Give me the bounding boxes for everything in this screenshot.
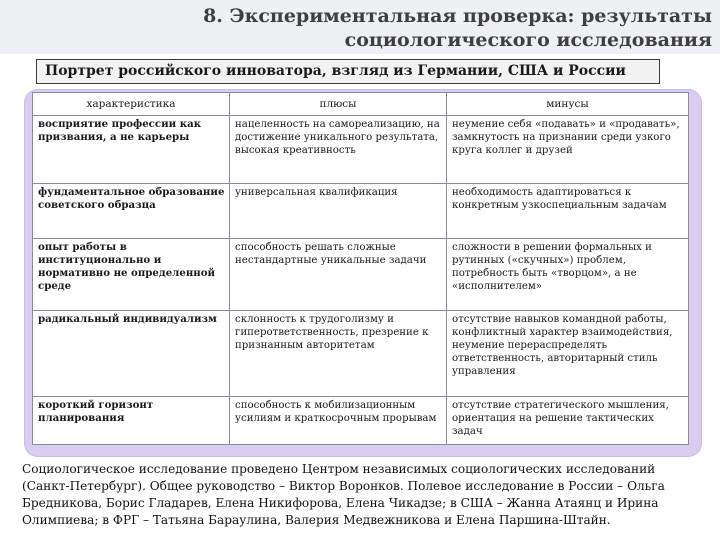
cell-characteristic: фундаментальное образование советского образца (33, 184, 230, 239)
table-row (33, 239, 689, 311)
cell-pros: способность решать сложные нестандартные уникальные задачи (230, 239, 447, 311)
cell-cons: неумение себя «подавать» и «продавать», замкнутость на признании среди узкого круга коллег и друзей (447, 116, 689, 184)
cell-characteristic: короткий горизонт планирования (33, 397, 230, 445)
slide-subtitle: Портрет российского инноватора, взгляд из Германии, США и России (36, 59, 660, 84)
title-band (0, 0, 720, 54)
table-header-row (33, 93, 689, 116)
table-row (33, 184, 689, 239)
cell-pros: склонность к трудоголизму и гиперответственность, презрение к признанным авторитетам (230, 311, 447, 397)
table-row (33, 116, 689, 184)
table-row (33, 311, 689, 397)
innovator-portrait-table (32, 92, 689, 445)
research-credits-note: Социологическое исследование проведено Центром независимых социологических исследований (Санкт-Петербург). Общее руководство – Виктор Воронков. Полевое исследование в России – Ольга Бредникова, Борис Гладарев, Елена Никифорова, Елена Чикадзе; в США – Жанна Атаянц и Ирина Олимпиева; в ФРГ – Татьяна Бараулина, Валерия Медвежникова и Елена Паршина-Штайн. (22, 462, 665, 527)
table-row (33, 397, 689, 445)
header-pros: плюсы (230, 93, 447, 116)
slide-title-line-1: 8. Экспериментальная проверка: результаты (203, 5, 712, 27)
cell-cons: сложности в решении формальных и рутинных («скучных») проблем, потребность быть «творцом», а не «исполнителем» (447, 239, 689, 311)
header-characteristic: характеристика (33, 93, 230, 116)
cell-characteristic: восприятие профессии как призвания, а не карьеры (33, 116, 230, 184)
cell-pros: нацеленность на самореализацию, на достижение уникального результата, высокая креативность (230, 116, 447, 184)
cell-pros: универсальная квалификация (230, 184, 447, 239)
cell-cons: отсутствие стратегического мышления, ориентация на решение тактических задач (447, 397, 689, 445)
header-cons: минусы (447, 93, 689, 116)
cell-pros: способность к мобилизационным усилиям и краткосрочным прорывам (230, 397, 447, 445)
cell-characteristic: опыт работы в институционально и нормативно не определенной среде (33, 239, 230, 311)
cell-characteristic: радикальный индивидуализм (33, 311, 230, 397)
cell-cons: отсутствие навыков командной работы, конфликтный характер взаимодействия, неумение перераспределять ответственность, авторитарный стиль управления (447, 311, 689, 397)
cell-cons: необходимость адаптироваться к конкретным узкоспециальным задачам (447, 184, 689, 239)
slide-title-line-2: социологического исследования (344, 29, 712, 51)
